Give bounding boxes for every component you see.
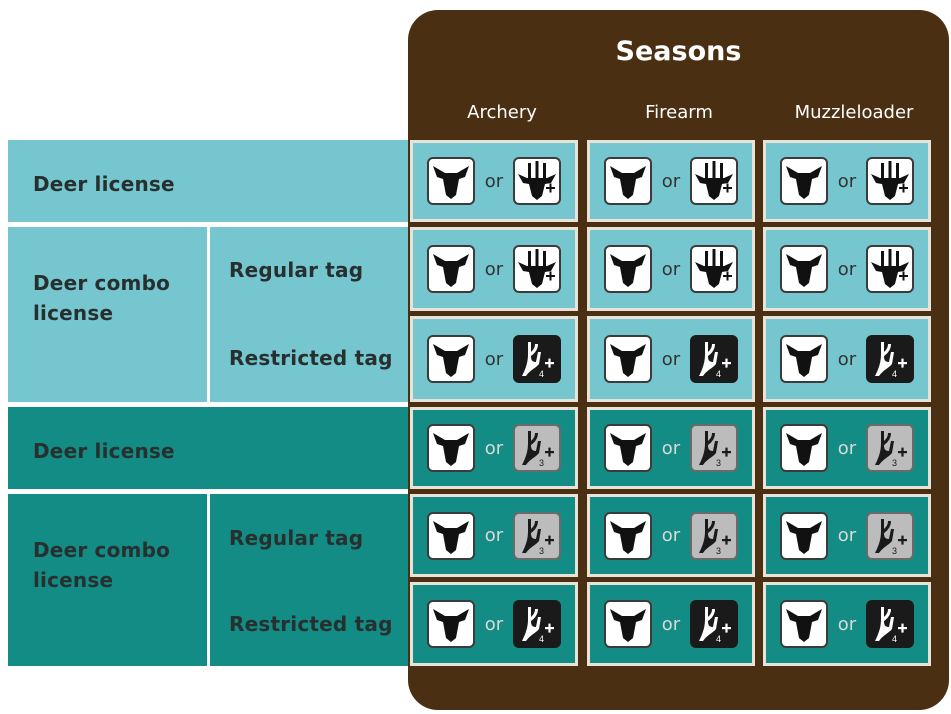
antler-point-count: 3 (539, 545, 545, 556)
license-cell-muzzleloader (763, 494, 931, 577)
antlerless-deer-icon (604, 157, 652, 205)
or-connector: or (661, 437, 681, 459)
antlerless-deer-icon (427, 335, 475, 383)
license-cell-muzzleloader (763, 316, 931, 402)
or-connector: or (661, 613, 681, 635)
license-cell-archery (410, 227, 578, 311)
antler-4-points-icon (866, 600, 914, 648)
tag-label-restricted-2: Restricted tag (229, 612, 393, 636)
antler-point-count: 3 (892, 545, 898, 556)
any-deer-plus-icon (690, 245, 738, 293)
tag-label-regular-2: Regular tag (229, 526, 364, 550)
license-cell-muzzleloader (763, 582, 931, 666)
antler-4-points-icon (690, 600, 738, 648)
any-deer-plus-icon (690, 157, 738, 205)
antlerless-deer-icon (427, 512, 475, 560)
license-cell-muzzleloader (763, 227, 931, 311)
license-cell-firearm (587, 227, 755, 311)
antlerless-deer-icon (604, 335, 652, 383)
antler-point-count: 3 (892, 458, 898, 468)
antlerless-deer-icon (604, 512, 652, 560)
antler-4-points-icon (866, 335, 914, 383)
antler-3-points-icon (866, 512, 914, 560)
or-connector: or (484, 348, 504, 370)
license-cell-archery (410, 140, 578, 222)
license-cell-firearm (587, 316, 755, 402)
or-connector: or (484, 525, 504, 546)
any-deer-plus-icon (513, 157, 561, 205)
or-connector: or (484, 170, 504, 192)
license-cell-firearm (587, 582, 755, 666)
season-muzzleloader: Muzzleloader (794, 102, 914, 123)
column-divider (207, 494, 210, 666)
antlerless-deer-icon (427, 157, 475, 205)
license-cell-archery (410, 316, 578, 402)
or-connector: or (484, 258, 504, 280)
season-archery: Archery (467, 102, 537, 123)
or-connector: or (484, 613, 504, 635)
antlerless-deer-icon (780, 157, 828, 205)
tag-label-restricted-1: Restricted tag (229, 346, 393, 370)
antlerless-deer-icon (427, 245, 475, 293)
license-cell-archery (410, 582, 578, 666)
or-connector: or (484, 437, 504, 459)
antlerless-deer-icon (780, 512, 828, 560)
seasons-title: Seasons (615, 36, 742, 67)
antlerless-deer-icon (780, 335, 828, 383)
antler-4-points-icon (513, 600, 561, 648)
antler-3-points-icon (513, 424, 561, 472)
any-deer-plus-icon (866, 157, 914, 205)
antlerless-deer-icon (427, 424, 475, 472)
license-cell-muzzleloader (763, 407, 931, 489)
or-connector: or (837, 613, 857, 635)
group-label-deer-license-2: Deer license (33, 439, 175, 463)
antler-point-count: 3 (716, 458, 722, 468)
license-cell-muzzleloader (763, 140, 931, 222)
or-connector: or (661, 170, 681, 192)
license-cell-firearm (587, 140, 755, 222)
antler-point-count: 4 (716, 369, 722, 379)
season-firearm: Firearm (645, 102, 713, 123)
antler-point-count: 3 (539, 458, 545, 468)
antlerless-deer-icon (427, 600, 475, 648)
or-connector: or (837, 525, 857, 546)
or-connector: or (661, 525, 681, 546)
antler-4-points-icon (690, 335, 738, 383)
antler-point-count: 4 (716, 634, 722, 644)
or-connector: or (837, 348, 857, 370)
column-divider (207, 227, 210, 402)
or-connector: or (837, 258, 857, 280)
license-cell-firearm (587, 407, 755, 489)
or-connector: or (837, 170, 857, 192)
antler-3-points-icon (690, 512, 738, 560)
antler-point-count: 3 (716, 545, 722, 556)
antler-point-count: 4 (892, 634, 898, 644)
any-deer-plus-icon (513, 245, 561, 293)
tag-label-regular-1: Regular tag (229, 258, 364, 282)
antler-point-count: 4 (539, 369, 545, 379)
antlerless-deer-icon (780, 424, 828, 472)
antler-4-points-icon (513, 335, 561, 383)
any-deer-plus-icon (866, 245, 914, 293)
antlerless-deer-icon (604, 600, 652, 648)
or-connector: or (661, 258, 681, 280)
antler-3-points-icon (866, 424, 914, 472)
group-label-deer-combo-1: Deer combo license (33, 271, 171, 325)
license-cell-archery (410, 494, 578, 577)
antler-point-count: 4 (892, 369, 898, 379)
antlerless-deer-icon (604, 245, 652, 293)
antler-3-points-icon (690, 424, 738, 472)
antler-3-points-icon (513, 512, 561, 560)
antlerless-deer-icon (780, 600, 828, 648)
antlerless-deer-icon (604, 424, 652, 472)
or-connector: or (661, 348, 681, 370)
license-cell-firearm (587, 494, 755, 577)
antlerless-deer-icon (780, 245, 828, 293)
antler-point-count: 4 (539, 634, 545, 644)
license-cell-archery (410, 407, 578, 489)
group-label-deer-combo-2: Deer combo license (33, 538, 171, 592)
group-label-deer-license-1: Deer license (33, 172, 175, 196)
or-connector: or (837, 437, 857, 459)
